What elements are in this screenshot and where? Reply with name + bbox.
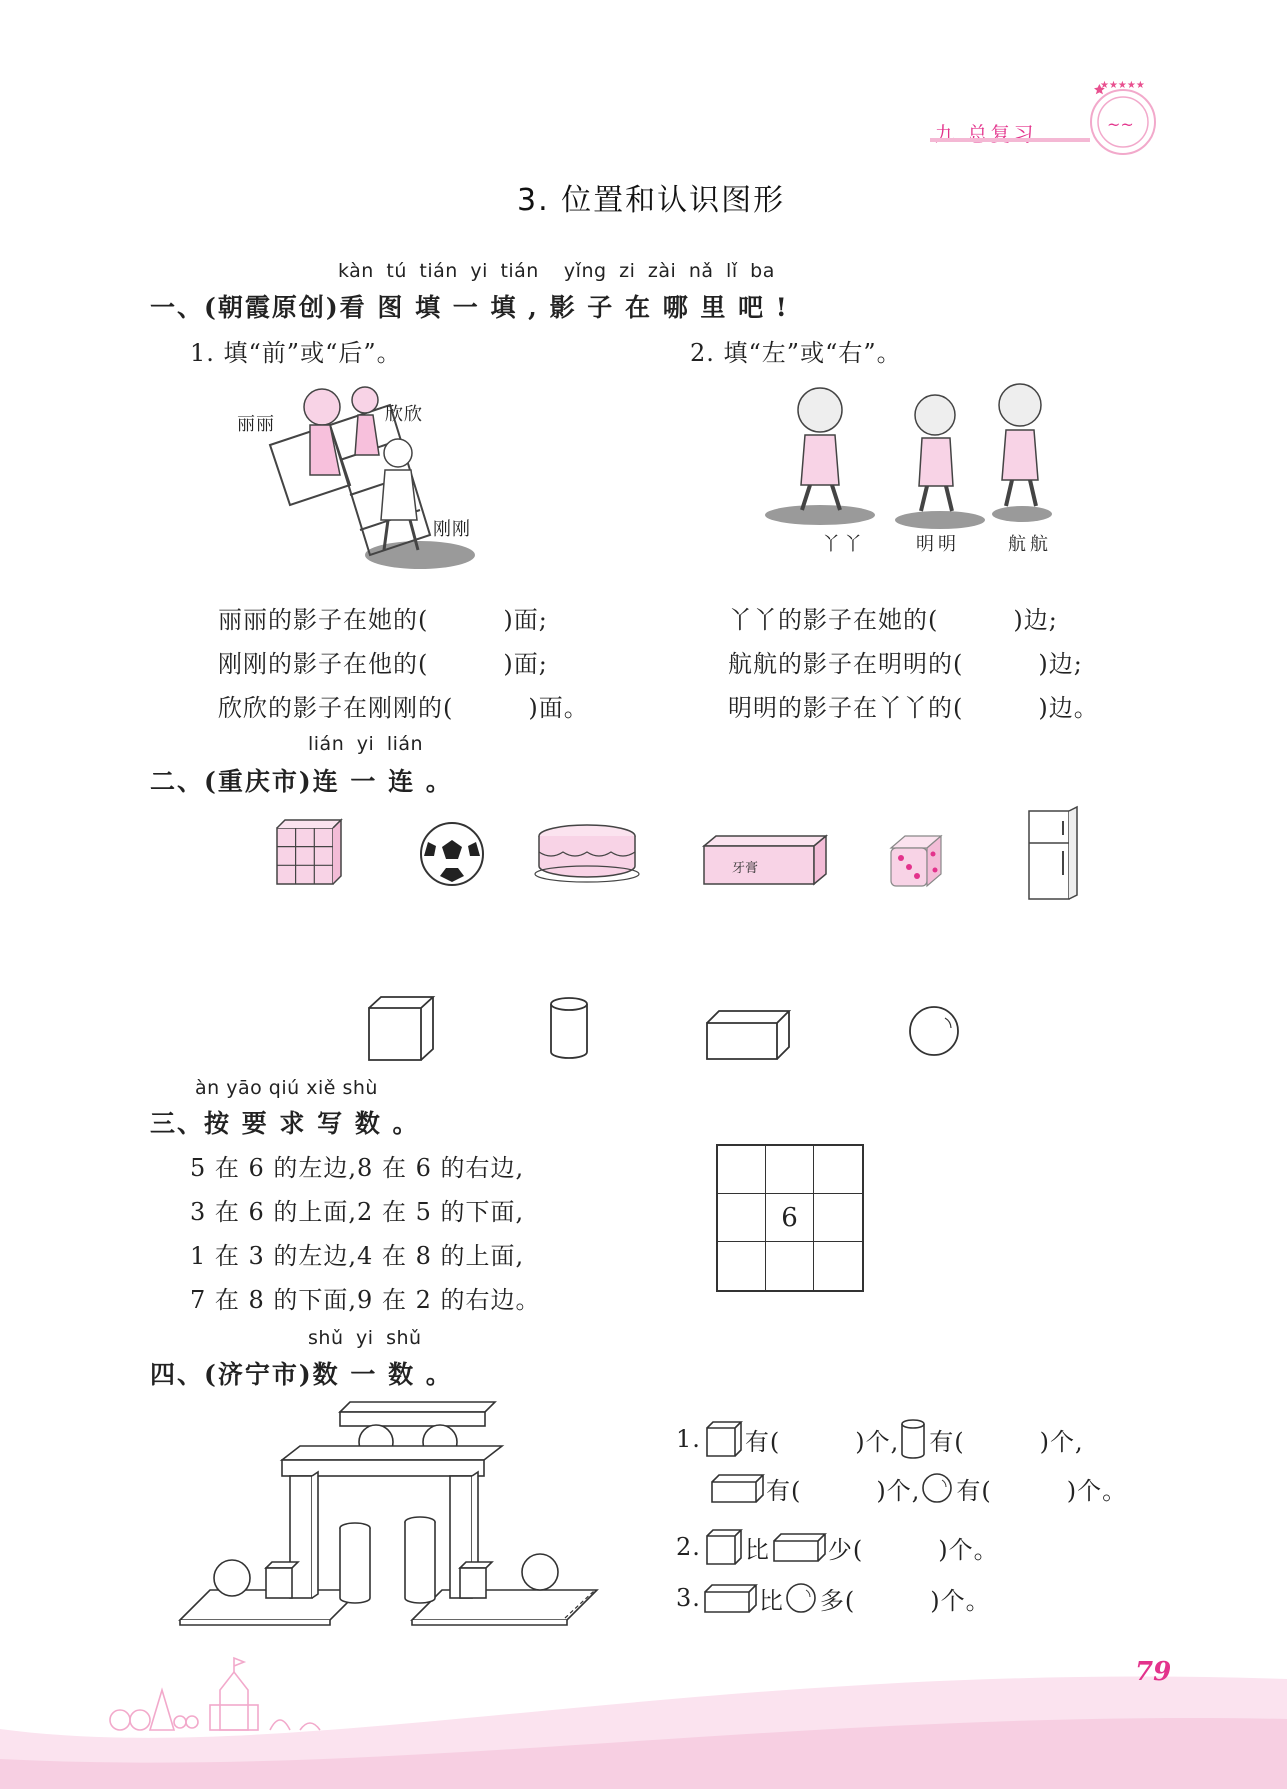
s4-q1a-number: 1. <box>676 1425 701 1453</box>
cube-icon <box>701 1418 745 1460</box>
s4-q1b <box>708 1470 1127 1506</box>
block-structure-illustration <box>180 1400 600 1625</box>
q2-line-3: 明明的影子在丫丫的( )边。 <box>728 694 1099 722</box>
section2-pinyin: lián yi lián <box>308 733 424 755</box>
hopscotch-illustration <box>270 385 470 575</box>
cuboid-icon <box>701 1580 759 1616</box>
sphere-icon <box>920 1470 956 1506</box>
name-ganggang: 刚刚 <box>433 519 471 540</box>
sphere-icon <box>784 1580 820 1616</box>
q2-line-2: 航航的影子在明明的( )边; <box>728 650 1083 678</box>
name-hanghang: 航航 <box>1008 534 1052 555</box>
grid-cell[interactable] <box>814 1146 862 1194</box>
chapter-underline <box>930 134 1100 144</box>
section3-pinyin: àn yāo qiú xiě shù <box>195 1077 378 1099</box>
brand-seal-icon <box>1085 78 1163 158</box>
q1-line-2: 刚刚的影子在他的( )面; <box>218 650 548 678</box>
name-mingming: 明明 <box>916 534 960 555</box>
s4-q1b-text1: 有( )个, <box>766 1476 921 1505</box>
cuboid-icon <box>708 1470 766 1506</box>
grid-cell[interactable] <box>718 1194 766 1242</box>
dice-icon <box>885 832 947 892</box>
s4-q1b-text2: 有( )个。 <box>956 1476 1128 1505</box>
section1-pinyin: kàn tú tián yi tián yǐng zi zài nǎ lǐ ba <box>338 260 775 282</box>
toothpaste-label: 牙膏 <box>732 861 759 876</box>
name-lili: 丽丽 <box>237 414 275 435</box>
section1-heading: 一、(朝霞原创)看 图 填 一 填 , 影 子 在 哪 里 吧 ! <box>150 293 789 322</box>
s4-q2 <box>676 1526 999 1568</box>
q1-line-3: 欣欣的影子在刚刚的( )面。 <box>218 694 589 722</box>
s4-q3-text2: 多( )个。 <box>819 1586 991 1615</box>
page-number: 79 <box>1135 1657 1172 1687</box>
s4-q3 <box>676 1580 991 1616</box>
sphere-shape <box>907 1004 961 1058</box>
cylinder-icon <box>899 1418 929 1460</box>
cylinder-shape <box>549 996 591 1062</box>
cube-shape <box>366 994 436 1064</box>
toothpaste-box-icon <box>700 832 830 890</box>
cake-icon <box>535 822 639 884</box>
name-xinxin: 欣欣 <box>385 404 423 425</box>
chapter-label: 九 总复习 <box>935 122 1037 146</box>
section4-pinyin: shǔ yi shǔ <box>308 1327 422 1349</box>
section4-heading: 四、(济宁市)数 一 数 。 <box>150 1360 453 1389</box>
page-title: 3. 位置和认识图形 <box>517 183 786 218</box>
s4-q2-text1: 比 <box>744 1535 770 1564</box>
q1-line-1: 丽丽的影子在她的( )面; <box>218 606 548 634</box>
s4-q1a-text1: 有( )个, <box>744 1427 900 1456</box>
s4-q1a <box>676 1418 1084 1460</box>
s4-q2-text2: 少( )个。 <box>827 1535 999 1564</box>
grid-cell-center: 6 <box>766 1194 814 1242</box>
grid-cell[interactable] <box>814 1242 862 1290</box>
grid-cell[interactable] <box>766 1146 814 1194</box>
grid-cell[interactable] <box>718 1146 766 1194</box>
cube-icon <box>701 1526 745 1568</box>
s4-q3-number: 3. <box>676 1584 701 1612</box>
s3-line-4: 7 在 8 的下面,9 在 2 的右边。 <box>190 1286 541 1314</box>
q2-label: 2. 填“左”或“右”。 <box>690 339 902 367</box>
s4-q1a-text2: 有( )个, <box>929 1427 1084 1456</box>
number-grid <box>716 1144 864 1292</box>
svg-text:★★★★★: ★★★★★ <box>1100 80 1145 91</box>
rubiks-cube-icon <box>273 818 343 890</box>
grid-cell[interactable] <box>766 1242 814 1290</box>
grid-cell[interactable] <box>718 1242 766 1290</box>
s3-line-1: 5 在 6 的左边,8 在 6 的右边, <box>190 1154 525 1182</box>
soccer-ball-icon <box>418 820 486 888</box>
cuboid-icon <box>770 1529 828 1565</box>
section2-heading: 二、(重庆市)连 一 连 。 <box>150 767 453 796</box>
walking-children-illustration <box>760 380 1060 530</box>
s4-q2-number: 2. <box>676 1533 701 1561</box>
grid-cell[interactable] <box>814 1194 862 1242</box>
s3-line-2: 3 在 6 的上面,2 在 5 的下面, <box>190 1198 525 1226</box>
castle-decoration-icon <box>100 1650 360 1740</box>
cuboid-shape <box>704 1007 792 1063</box>
name-yaya: 丫丫 <box>822 534 866 555</box>
q2-line-1: 丫丫的影子在她的( )边; <box>728 606 1058 634</box>
svg-text:~~: ~~ <box>1107 115 1134 134</box>
s3-line-3: 1 在 3 的左边,4 在 8 的上面, <box>190 1242 525 1270</box>
s4-q3-text1: 比 <box>758 1586 784 1615</box>
refrigerator-icon <box>1025 805 1081 905</box>
q1-label: 1. 填“前”或“后”。 <box>190 339 402 367</box>
section3-heading: 三、按 要 求 写 数 。 <box>150 1109 420 1138</box>
